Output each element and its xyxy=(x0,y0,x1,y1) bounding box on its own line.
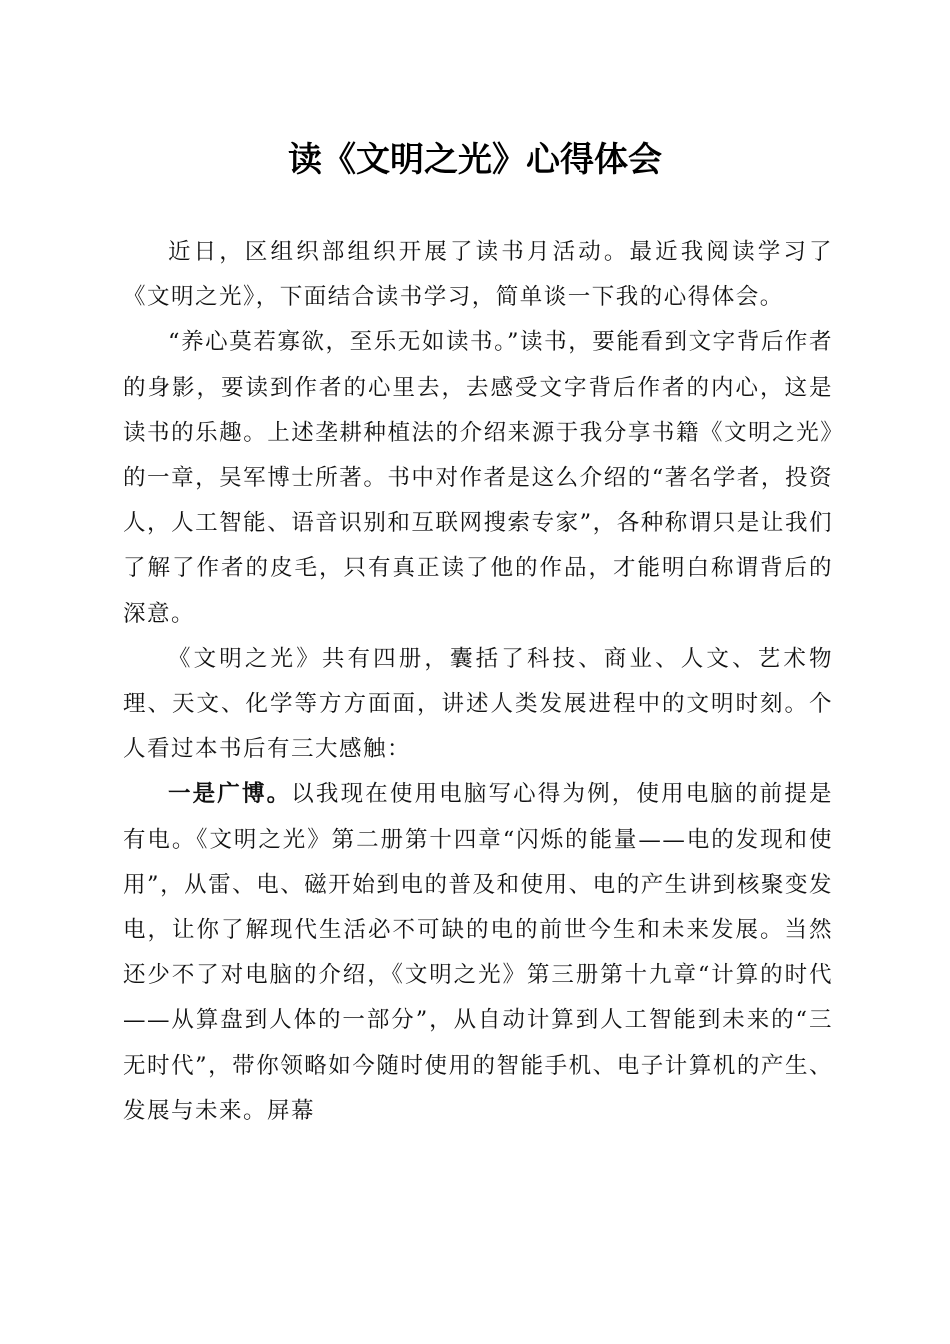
paragraph-text: 近日，区组织部组织开展了读书月活动。最近我阅读学习了《文明之光》，下面结合读书学习，简单谈一下我的心得体会。 xyxy=(123,239,833,311)
paragraph-text: 以我现在使用电脑写心得为例，使用电脑的前提是有电。《文明之光》第二册第十四章“闪烁的能量——电的发现和使用”，从雷、电、磁开始到电的普及和使用、电的产生讲到核聚变发电，让你了解现代生活必不可缺的电的前世今生和未来发展。当然还少不了对电脑的介绍，《文明之光》第三册第十九章“计算的时代——从算盘到人体的一部分”，从自动计算到人工智能到未来的“三无时代”，带你领略如今随时使用的智能手机、电子计算机的产生、发展与未来。屏幕 xyxy=(123,781,833,1124)
paragraph-quote xyxy=(123,320,833,636)
document-body xyxy=(123,230,833,1134)
paragraph-point-one xyxy=(123,772,833,1134)
paragraph-overview xyxy=(123,637,833,773)
document-title: 读《文明之光》心得体会 xyxy=(288,140,662,180)
paragraph-text: “养心莫若寡欲，至乐无如读书。”读书，要能看到文字背后作者的身影，要读到作者的心里去，去感受文字背后作者的内心，这是读书的乐趣。上述垄耕种植法的介绍来源于我分享书籍《文明之光》的一章，吴军博士所著。书中对作者是这么介绍的“著名学者，投资人，人工智能、语音识别和互联网搜索专家”，各种称谓只是让我们了解了作者的皮毛，只有真正读了他的作品，才能明白称谓背后的深意。 xyxy=(123,329,833,627)
paragraph-lead: 一是广博。 xyxy=(168,781,292,808)
paragraph-intro xyxy=(123,230,833,320)
paragraph-text: 《文明之光》共有四册，囊括了科技、商业、人文、艺术物理、天文、化学等方方面面，讲述人类发展进程中的文明时刻。个人看过本书后有三大感触： xyxy=(123,645,833,763)
